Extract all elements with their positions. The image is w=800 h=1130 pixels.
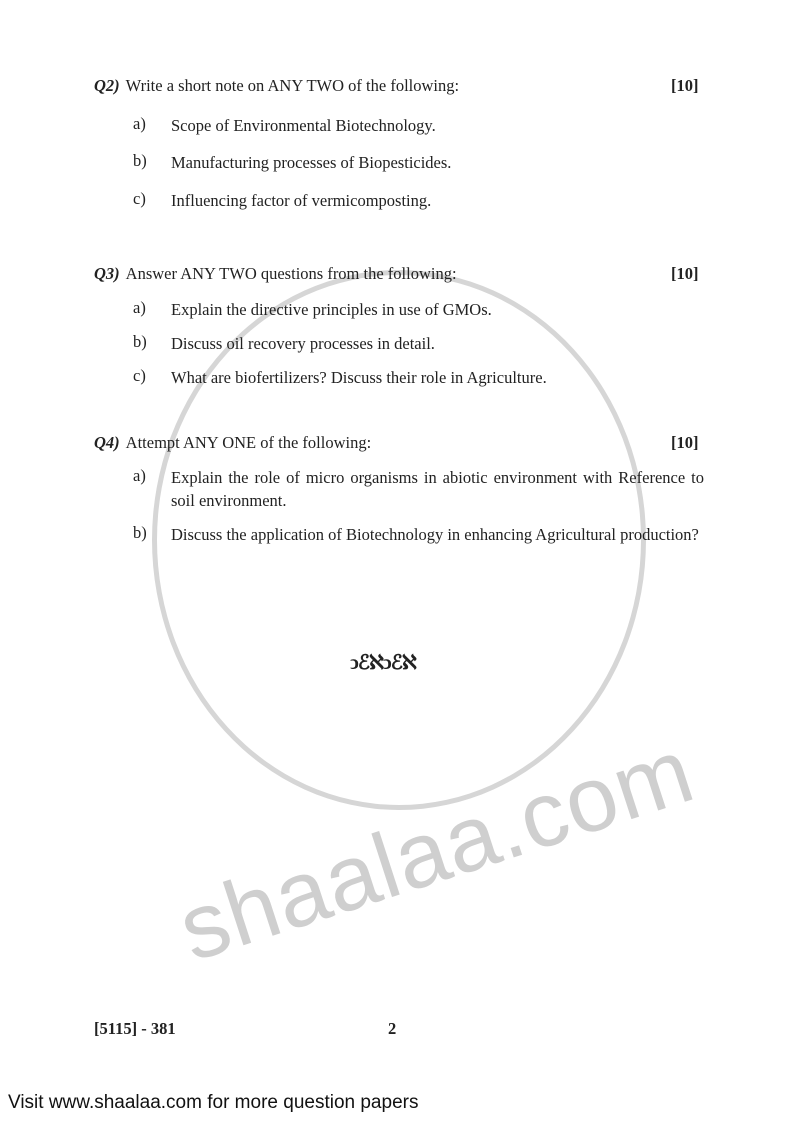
option-item [133, 466, 704, 510]
website-note-link[interactable]: Visit www.shaalaa.com for more question papers [8, 1092, 419, 1113]
question-marks: [10] [671, 76, 699, 95]
option-item [133, 366, 547, 387]
question-2 [94, 76, 459, 96]
option-item [133, 523, 699, 544]
question-prompt: Answer ANY TWO questions from the following: [125, 264, 457, 283]
question-number: Q3) [94, 264, 120, 283]
question-3 [94, 264, 457, 284]
option-text: What are biofertilizers? Discuss their role in Agriculture. [171, 368, 547, 387]
question-marks: [10] [671, 264, 699, 283]
question-number: Q4) [94, 433, 120, 452]
option-text: Discuss oil recovery processes in detail. [171, 334, 435, 353]
option-label: c) [133, 189, 146, 208]
option-label: a) [133, 466, 146, 485]
question-prompt: Attempt ANY ONE of the following: [125, 433, 372, 452]
question-prompt: Write a short note on ANY TWO of the following: [125, 76, 460, 95]
option-item [133, 114, 436, 135]
option-label: a) [133, 114, 146, 133]
end-ornament: ↄℰℵↄℰℵ [350, 652, 416, 674]
option-item [133, 189, 432, 210]
question-4 [94, 433, 371, 453]
watermark-text: shaalaa.com [167, 719, 706, 981]
option-text: Explain the role of micro organisms in abiotic environment with Reference to soil environment. [171, 468, 704, 510]
option-label: b) [133, 523, 147, 542]
option-label: a) [133, 298, 146, 317]
option-label: b) [133, 151, 147, 170]
option-label: c) [133, 366, 146, 385]
option-item [133, 298, 492, 319]
option-item [133, 332, 435, 353]
question-marks: [10] [671, 433, 699, 452]
option-item [133, 151, 452, 172]
page-number: 2 [388, 1019, 397, 1038]
option-text: Scope of Environmental Biotechnology. [171, 116, 436, 135]
question-number: Q2) [94, 76, 120, 95]
option-label: b) [133, 332, 147, 351]
option-text: Influencing factor of vermicomposting. [171, 191, 432, 210]
option-text: Explain the directive principles in use of GMOs. [171, 300, 492, 319]
option-text: Manufacturing processes of Biopesticides. [171, 153, 452, 172]
option-text: Discuss the application of Biotechnology in enhancing Agricultural production? [171, 525, 699, 544]
paper-code: [5115] - 381 [94, 1019, 176, 1038]
